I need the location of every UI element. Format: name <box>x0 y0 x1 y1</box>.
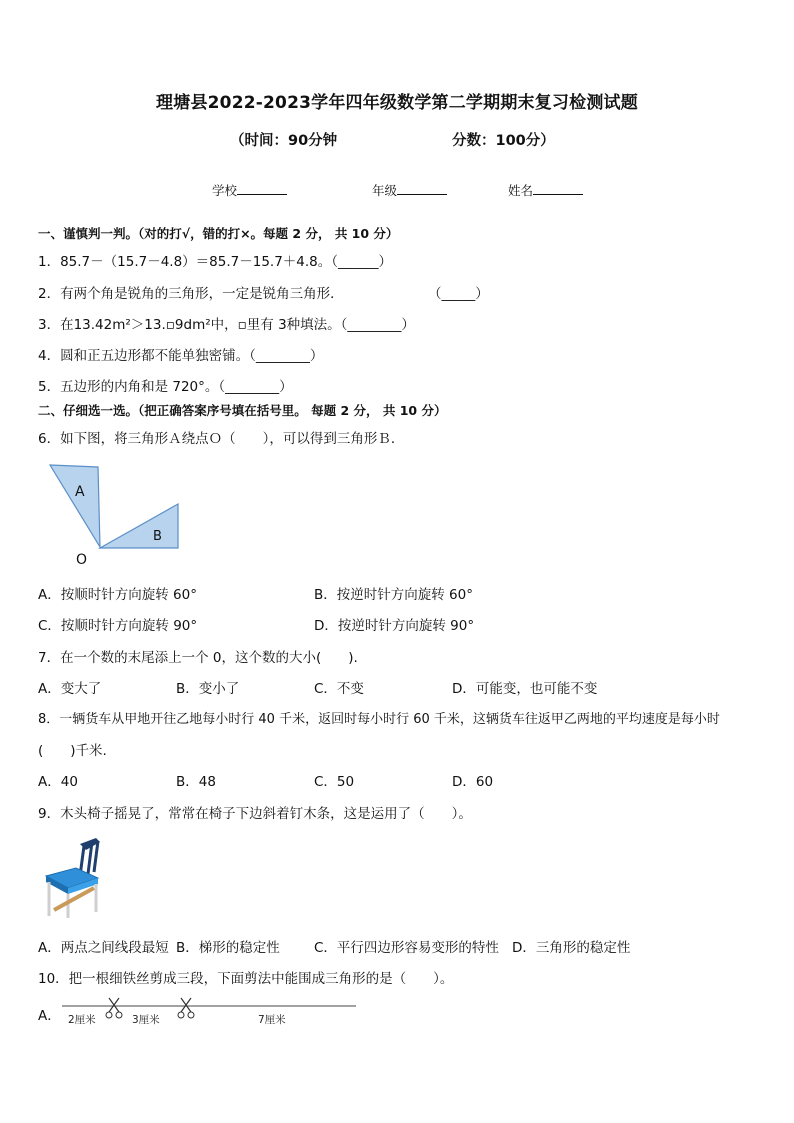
grade-field[interactable]: 年级 <box>372 181 447 199</box>
q7-option-b: B．变小了 <box>176 681 240 697</box>
label-b: B <box>153 529 162 544</box>
question-7: 7．在一个数的末尾添上一个 0，这个数的大小( ). <box>38 650 358 666</box>
question-6: 6．如下图，将三角形Ａ绕点Ｏ（ ），可以得到三角形Ｂ． <box>38 431 405 447</box>
q8-option-b: B．48 <box>176 774 216 790</box>
page-title: 理塘县2022-2023学年四年级数学第二学期期末复习检测试题 <box>156 93 638 113</box>
scissors-icon <box>106 998 122 1018</box>
question-10: 10．把一根细铁丝剪成三段，下面剪法中能围成三角形的是（ ）。 <box>38 971 454 987</box>
q6-option-c: C．按顺时针方向旋转 90° <box>38 618 198 634</box>
q7-option-a: A．变大了 <box>38 681 102 697</box>
label-o: O <box>76 552 88 568</box>
question-1: 1．85.7－（15.7－4.8）＝85.7－15.7＋4.8。（______） <box>38 254 393 270</box>
wire-cut-figure <box>58 996 360 1028</box>
question-2: 2．有两个角是锐角的三角形，一定是锐角三角形． <box>38 286 344 302</box>
segment-3-label: 7厘米 <box>258 1014 286 1026</box>
question-8-line1: 8．一辆货车从甲地开往乙地每小时行 40 千米，返回时每小时行 60 千米，这辆货车往返甲乙两地的平均速度是每小时 <box>38 712 720 727</box>
triangle-a <box>50 465 100 547</box>
q8-option-a: A．40 <box>38 774 78 790</box>
segment-2-label: 3厘米 <box>132 1014 160 1026</box>
scissors-icon <box>178 998 194 1018</box>
q9-option-c: C．平行四边形容易变形的特性 <box>314 940 499 956</box>
rotation-triangles-figure <box>48 462 188 570</box>
q7-option-d: D．可能变，也可能不变 <box>452 681 598 697</box>
section2-heading: 二、仔细选一选。（把正确答案序号填在括号里。 每题 2 分， 共 10 分） <box>38 403 447 418</box>
triangle-b <box>100 504 178 548</box>
chair-icon <box>40 836 110 920</box>
label-a: A <box>75 484 85 500</box>
q6-option-b: B．按逆时针方向旋转 60° <box>314 587 473 603</box>
question-3: 3．在13.42m²＞13.▫9dm²中，▫里有 3种填法。（________） <box>38 317 415 333</box>
school-field[interactable]: 学校 <box>212 181 287 199</box>
question-2-blank: （_____） <box>428 286 489 302</box>
name-field[interactable]: 姓名 <box>508 181 583 199</box>
section1-heading: 一、谨慎判一判。（对的打√，错的打×。每题 2 分， 共 10 分） <box>38 226 399 241</box>
question-9: 9．木头椅子摇晃了，常常在椅子下边斜着钉木条，这是运用了（ ）。 <box>38 806 472 822</box>
q8-option-d: D．60 <box>452 774 494 790</box>
q10-option-a: A． <box>38 1008 61 1024</box>
question-8-line2: ( )千米. <box>38 743 107 759</box>
exam-score: 分数：100分） <box>452 133 555 149</box>
question-4: 4．圆和正五边形都不能单独密铺。（________） <box>38 348 324 364</box>
q9-option-a: A．两点之间线段最短 <box>38 940 169 956</box>
question-5: 5．五边形的内角和是 720°。（________） <box>38 379 293 395</box>
q9-option-b: B．梯形的稳定性 <box>176 940 280 956</box>
exam-time: （时间：90分钟 <box>230 133 338 149</box>
q9-option-d: D．三角形的稳定性 <box>512 940 631 956</box>
segment-1-label: 2厘米 <box>68 1014 96 1026</box>
q6-option-a: A．按顺时针方向旋转 60° <box>38 587 197 603</box>
q8-option-c: C．50 <box>314 774 355 790</box>
q7-option-c: C．不变 <box>314 681 364 697</box>
q6-option-d: D．按逆时针方向旋转 90° <box>314 618 475 634</box>
